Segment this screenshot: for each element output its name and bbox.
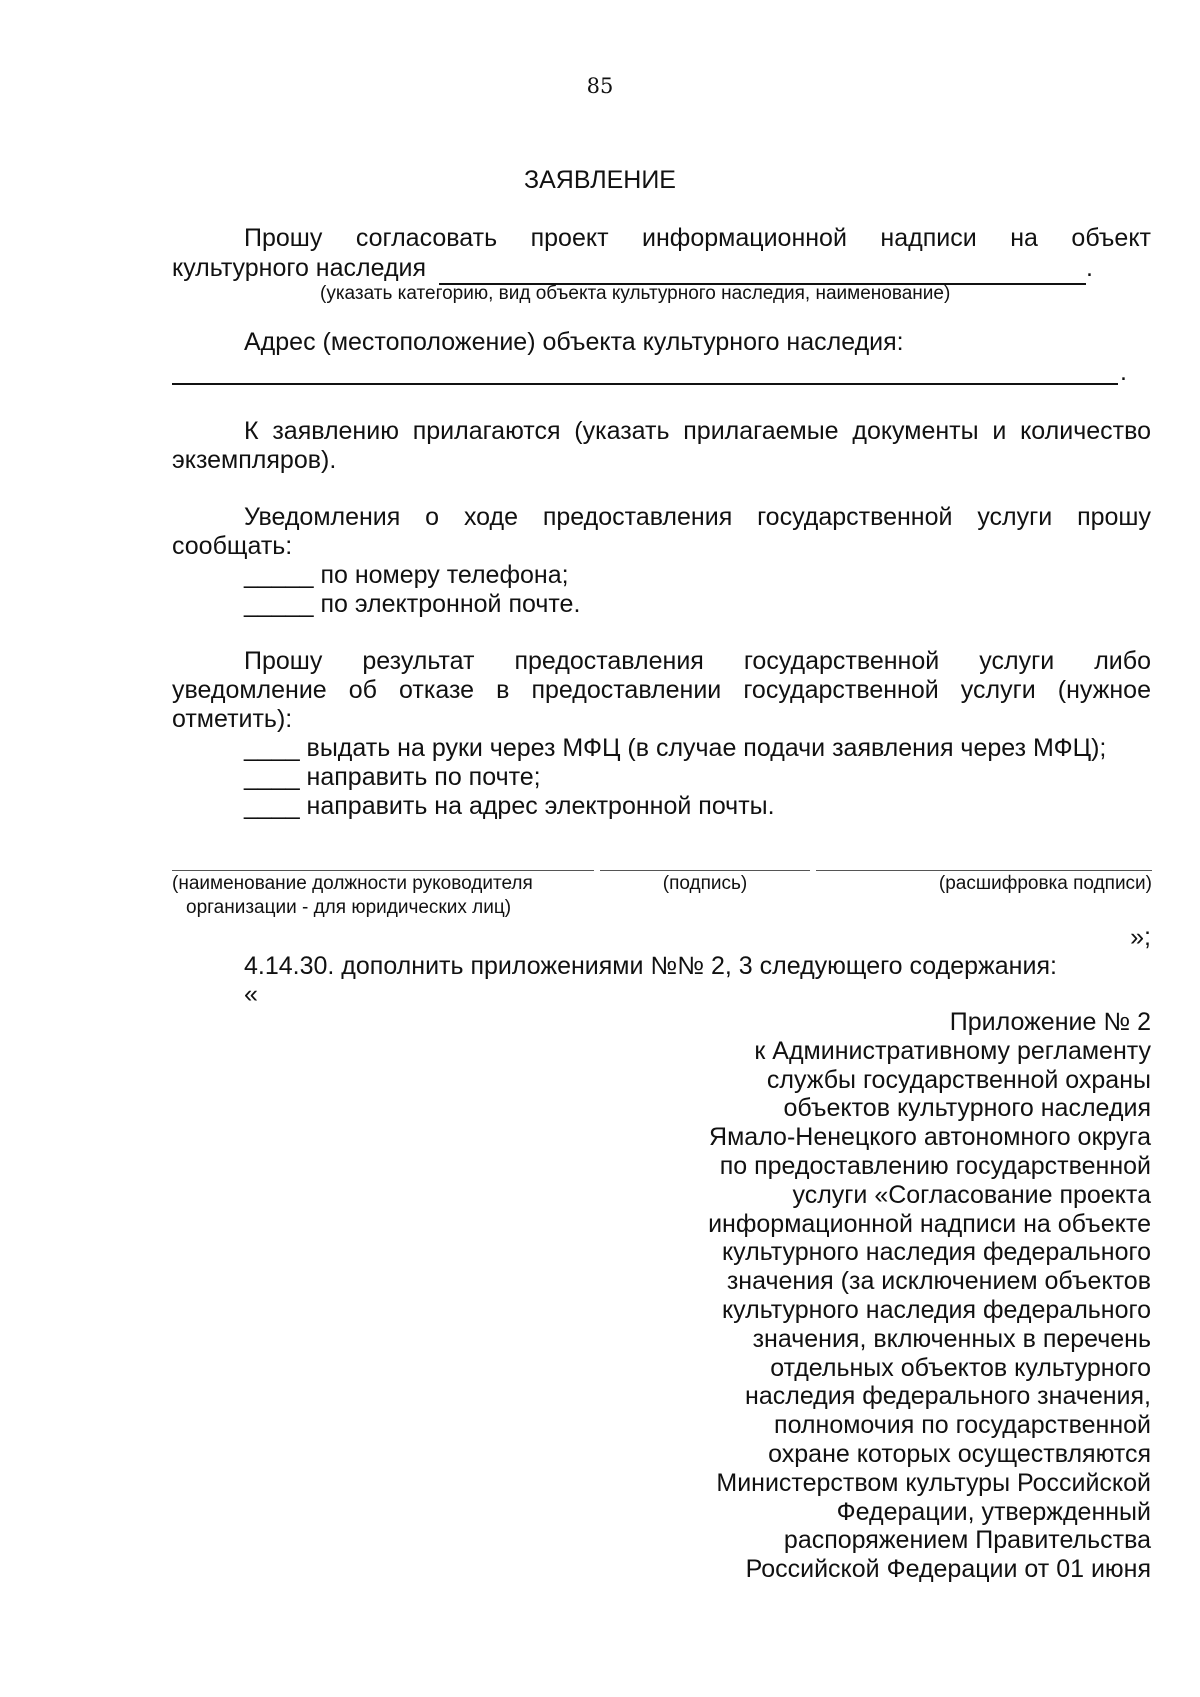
result-line-2: уведомление об отказе в предоставлении государственной услуги (нужное — [172, 676, 1151, 704]
result-line-1: Прошу результат предоставления государственной услуги либо — [244, 647, 1151, 675]
position-caption-line-2: организации - для юридических лиц) — [186, 897, 512, 918]
result-post-option[interactable]: ____ направить по почте; — [244, 763, 541, 791]
paragraph-request-line-1: Прошу согласовать проект информационной надписи на объект — [244, 224, 1151, 252]
appendix-line: охране которых осуществляются — [768, 1439, 1151, 1468]
address-field-end: . — [1120, 358, 1127, 386]
appendix-line: Российской Федерации от 01 июня — [745, 1555, 1151, 1584]
appendix-line: отдельных объектов культурного — [770, 1353, 1151, 1382]
notifications-line-1: Уведомления о ходе предоставления государственной услуги прошу — [244, 503, 1151, 531]
appendix-line: службы государственной охраны — [766, 1065, 1151, 1094]
appendix-line: Приложение № 2 — [949, 1008, 1151, 1036]
appendix-line: Федерации, утвержденный — [836, 1497, 1151, 1526]
appendix-line: к Административному регламенту — [754, 1036, 1151, 1065]
appendix-line: распоряжением Правительства — [783, 1526, 1151, 1555]
attachments-line-1: К заявлению прилагаются (указать прилагаемые документы и количество — [244, 417, 1151, 445]
opening-quote: « — [244, 980, 258, 1008]
attachments-line-2: экземпляров). — [172, 446, 337, 474]
appendix-line: информационной надписи на объекте — [708, 1209, 1151, 1238]
appendix-line: полномочия по государственной — [774, 1411, 1151, 1440]
heritage-field-hint: (указать категорию, вид объекта культурного наследия, наименование) — [320, 283, 951, 304]
amendment-text: 4.14.30. дополнить приложениями №№ 2, 3 следующего содержания: — [244, 952, 1057, 980]
appendix-line: по предоставлению государственной — [719, 1151, 1151, 1180]
result-mfc-option[interactable]: ____ выдать на руки через МФЦ (в случае подачи заявления через МФЦ); — [244, 734, 1107, 762]
notify-by-email-option[interactable]: _____ по электронной почте. — [244, 590, 581, 618]
address-field[interactable] — [172, 383, 1118, 385]
heritage-object-field[interactable] — [439, 254, 1086, 285]
appendix-line: значения (за исключением объектов — [726, 1267, 1151, 1296]
signature-decoding-caption: (расшифровка подписи) — [938, 873, 1152, 894]
paragraph-request-line-2 — [172, 254, 1093, 285]
appendix-line: наследия федерального значения, — [745, 1382, 1151, 1411]
closing-quote: »; — [1130, 923, 1151, 951]
appendix-line: объектов культурного наследия — [783, 1094, 1151, 1123]
appendix-line: услуги «Согласование проекта — [792, 1180, 1151, 1209]
sentence-end: . — [1086, 254, 1093, 282]
signature-caption: (подпись) — [662, 873, 748, 894]
notifications-line-2: сообщать: — [172, 532, 293, 560]
address-label: Адрес (местоположение) объекта культурного наследия: — [244, 328, 904, 356]
page-number: 85 — [586, 74, 614, 98]
result-line-3: отметить): — [172, 705, 293, 733]
appendix-line: значения, включенных в перечень — [752, 1324, 1151, 1353]
result-email-option[interactable]: ____ направить на адрес электронной почты. — [244, 792, 775, 820]
appendix-line: культурного наследия федерального — [721, 1295, 1151, 1324]
appendix-line: культурного наследия федерального — [721, 1238, 1151, 1267]
document-title: ЗАЯВЛЕНИЕ — [523, 166, 676, 194]
heritage-label: культурного наследия — [172, 254, 427, 282]
signature-line[interactable] — [600, 870, 810, 871]
position-caption-line-1: (наименование должности руководителя — [172, 873, 533, 894]
notify-by-phone-option[interactable]: _____ по номеру телефона; — [244, 561, 569, 589]
appendix-line: Министерством культуры Российской — [716, 1468, 1151, 1497]
appendix-line: Ямало-Ненецкого автономного округа — [709, 1123, 1151, 1152]
signature-decoding-line[interactable] — [816, 870, 1152, 871]
appendix-header — [708, 1008, 1151, 1584]
position-signature-line[interactable] — [172, 870, 594, 871]
